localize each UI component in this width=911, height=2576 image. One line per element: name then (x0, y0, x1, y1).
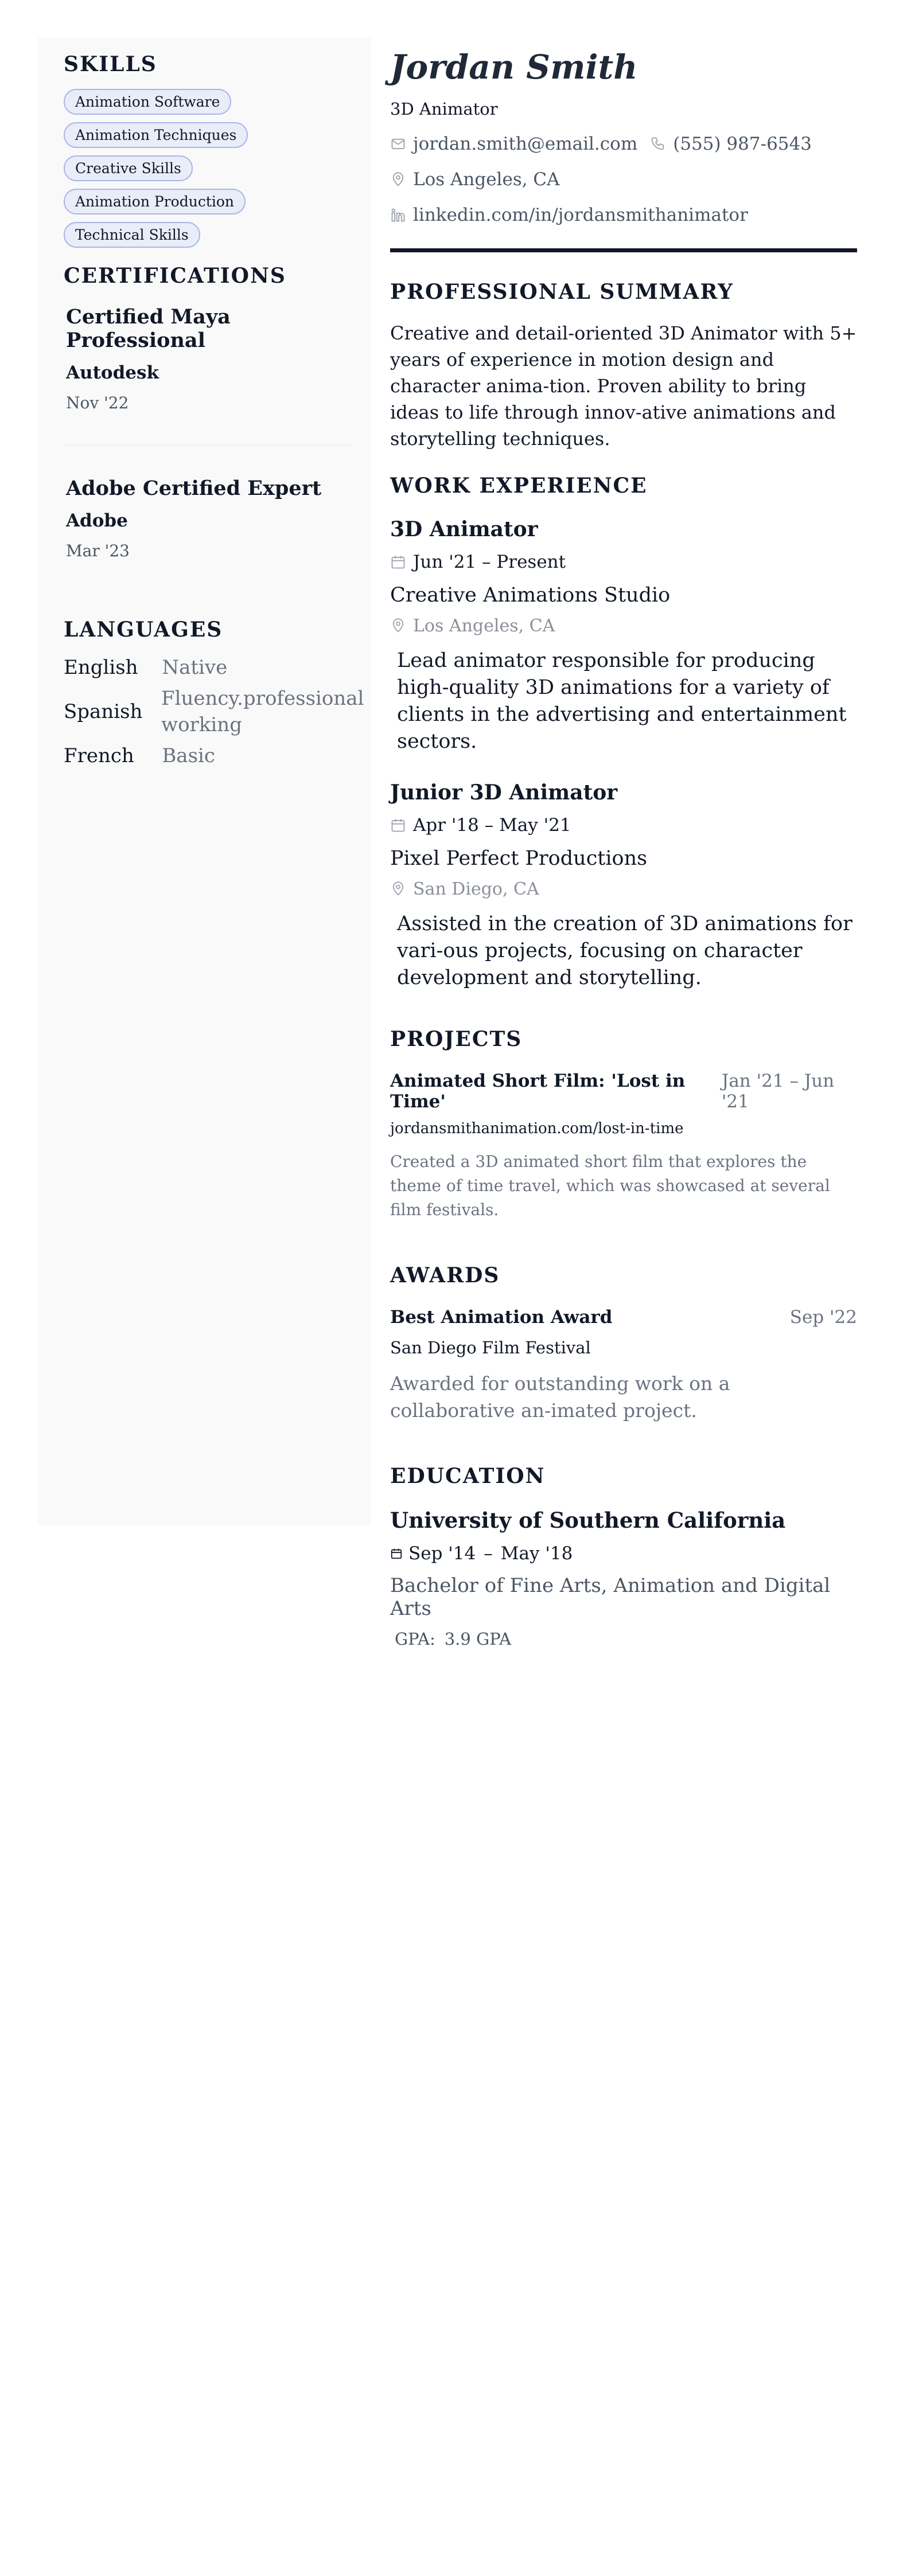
education-dates (390, 1543, 857, 1564)
calendar-icon (390, 817, 406, 833)
job-dates (390, 552, 857, 572)
certifications-title: CERTIFICATIONS (64, 264, 286, 288)
skill-chip: Animation Techniques (64, 122, 248, 148)
award-organization: San Diego Film Festival (390, 1337, 591, 1357)
project-entry (390, 1071, 857, 1222)
education-entry (390, 1508, 857, 1649)
map-pin-icon (390, 881, 406, 897)
projects-title: PROJECTS (390, 1027, 523, 1051)
project-description: Created a 3D animated short film that explores the theme of time travel, which was showcased at several film festivals. (390, 1152, 830, 1219)
job-dates-text: Apr '18 – May '21 (413, 814, 571, 836)
certification-date: Mar '23 (66, 541, 130, 560)
language-row (64, 654, 351, 681)
language-name: French (64, 744, 134, 767)
job-location (390, 879, 857, 899)
candidate-title: 3D Animator (390, 99, 498, 119)
language-row (64, 685, 364, 738)
award-name: Best Animation Award (390, 1306, 613, 1328)
contact-row (390, 205, 857, 225)
sidebar (38, 38, 371, 1525)
job-location-text: Los Angeles, CA (413, 615, 555, 636)
sidebar-content (64, 52, 364, 769)
language-level: Fluency.professional working (161, 687, 364, 736)
main-content (390, 48, 857, 1649)
language-level: Native (162, 656, 228, 679)
education-school: University of Southern California (390, 1507, 786, 1533)
job-company: Creative Animations Studio (390, 583, 671, 607)
education-end: May '18 (500, 1543, 573, 1564)
map-pin-icon (390, 618, 406, 634)
linkedin-icon (390, 207, 406, 223)
certification-divider (64, 444, 351, 446)
languages-list (64, 654, 364, 769)
job-dates-text: Jun '21 – Present (413, 551, 566, 572)
project-dates: Jan '21 – Jun '21 (721, 1070, 835, 1112)
map-pin-icon (390, 171, 406, 188)
certification-date: Nov '22 (66, 393, 129, 412)
certification-issuer: Autodesk (66, 362, 159, 383)
skills-title: SKILLS (64, 52, 157, 76)
education-degree: Bachelor of Fine Arts, Animation and Digital Arts (390, 1574, 831, 1620)
language-name: English (64, 656, 138, 679)
certification-issuer: Adobe (66, 510, 128, 531)
languages-title: LANGUAGES (64, 618, 223, 642)
job-company: Pixel Perfect Productions (390, 846, 648, 870)
language-row (64, 743, 351, 769)
job-role: Junior 3D Animator (390, 780, 618, 805)
education-start: Sep '14 (408, 1543, 476, 1564)
calendar-icon (390, 554, 406, 570)
job-location-text: San Diego, CA (413, 879, 539, 899)
language-level: Basic (162, 744, 215, 767)
linkedin-text: linkedin.com/in/jordansmithanimator (413, 204, 748, 225)
job-dates (390, 815, 857, 836)
contact-phone[interactable] (650, 134, 812, 154)
award-date: Sep '22 (789, 1306, 857, 1328)
header-divider (390, 248, 857, 252)
gpa-value: 3.9 GPA (444, 1629, 512, 1649)
contact-row (390, 169, 857, 190)
skill-chip: Technical Skills (64, 222, 200, 248)
phone-text: (555) 987-6543 (673, 133, 812, 154)
contact-linkedin[interactable] (390, 205, 748, 225)
education-title: EDUCATION (390, 1463, 546, 1488)
education-date-separator: – (484, 1543, 493, 1564)
calendar-icon (390, 1547, 403, 1560)
project-name: Animated Short Film: 'Lost in Time' (390, 1070, 686, 1112)
job-location (390, 616, 857, 636)
skills-list (64, 89, 351, 248)
education-gpa (395, 1629, 857, 1649)
email-text: jordan.smith@email.com (413, 133, 638, 154)
location-text: Los Angeles, CA (413, 169, 560, 190)
certification-item (66, 477, 351, 560)
language-name: Spanish (64, 700, 143, 723)
candidate-name: Jordan Smith (390, 48, 638, 87)
certification-name: Adobe Certified Expert (66, 477, 322, 500)
job-entry (390, 780, 857, 992)
summary-title: PROFESSIONAL SUMMARY (390, 279, 734, 304)
experience-title: WORK EXPERIENCE (390, 473, 648, 498)
envelope-icon (390, 136, 406, 152)
skill-chip: Animation Software (64, 89, 231, 115)
certification-name: Certified Maya Professional (66, 305, 231, 352)
award-entry (390, 1307, 857, 1424)
award-header (390, 1307, 857, 1328)
certification-item (66, 305, 351, 412)
job-description: Lead animator responsible for producing high-quality 3D animations for a variety of clients in the advertising and entertainment sectors. (397, 649, 847, 753)
contact-location (390, 169, 560, 190)
awards-title: AWARDS (390, 1263, 500, 1287)
summary-text: Creative and detail-oriented 3D Animator with 5+ years of experience in motion design and character anima-tion. Proven ability to bring ideas to life through innov-ative animations and storytelling techniques. (390, 322, 857, 450)
phone-icon (650, 136, 666, 152)
award-description: Awarded for outstanding work on a collaborative an-imated project. (390, 1372, 730, 1422)
gpa-label: GPA: (395, 1629, 435, 1649)
project-link[interactable]: jordansmithanimation.com/lost-in-time (390, 1119, 684, 1137)
skill-chip: Animation Production (64, 189, 246, 214)
contact-row (390, 134, 857, 154)
job-entry (390, 517, 857, 755)
job-description: Assisted in the creation of 3D animations for vari-ous projects, focusing on character development and storytelling. (397, 912, 852, 989)
project-header (390, 1071, 857, 1112)
contact-email[interactable] (390, 134, 637, 154)
skill-chip: Creative Skills (64, 155, 193, 181)
job-role: 3D Animator (390, 517, 538, 541)
